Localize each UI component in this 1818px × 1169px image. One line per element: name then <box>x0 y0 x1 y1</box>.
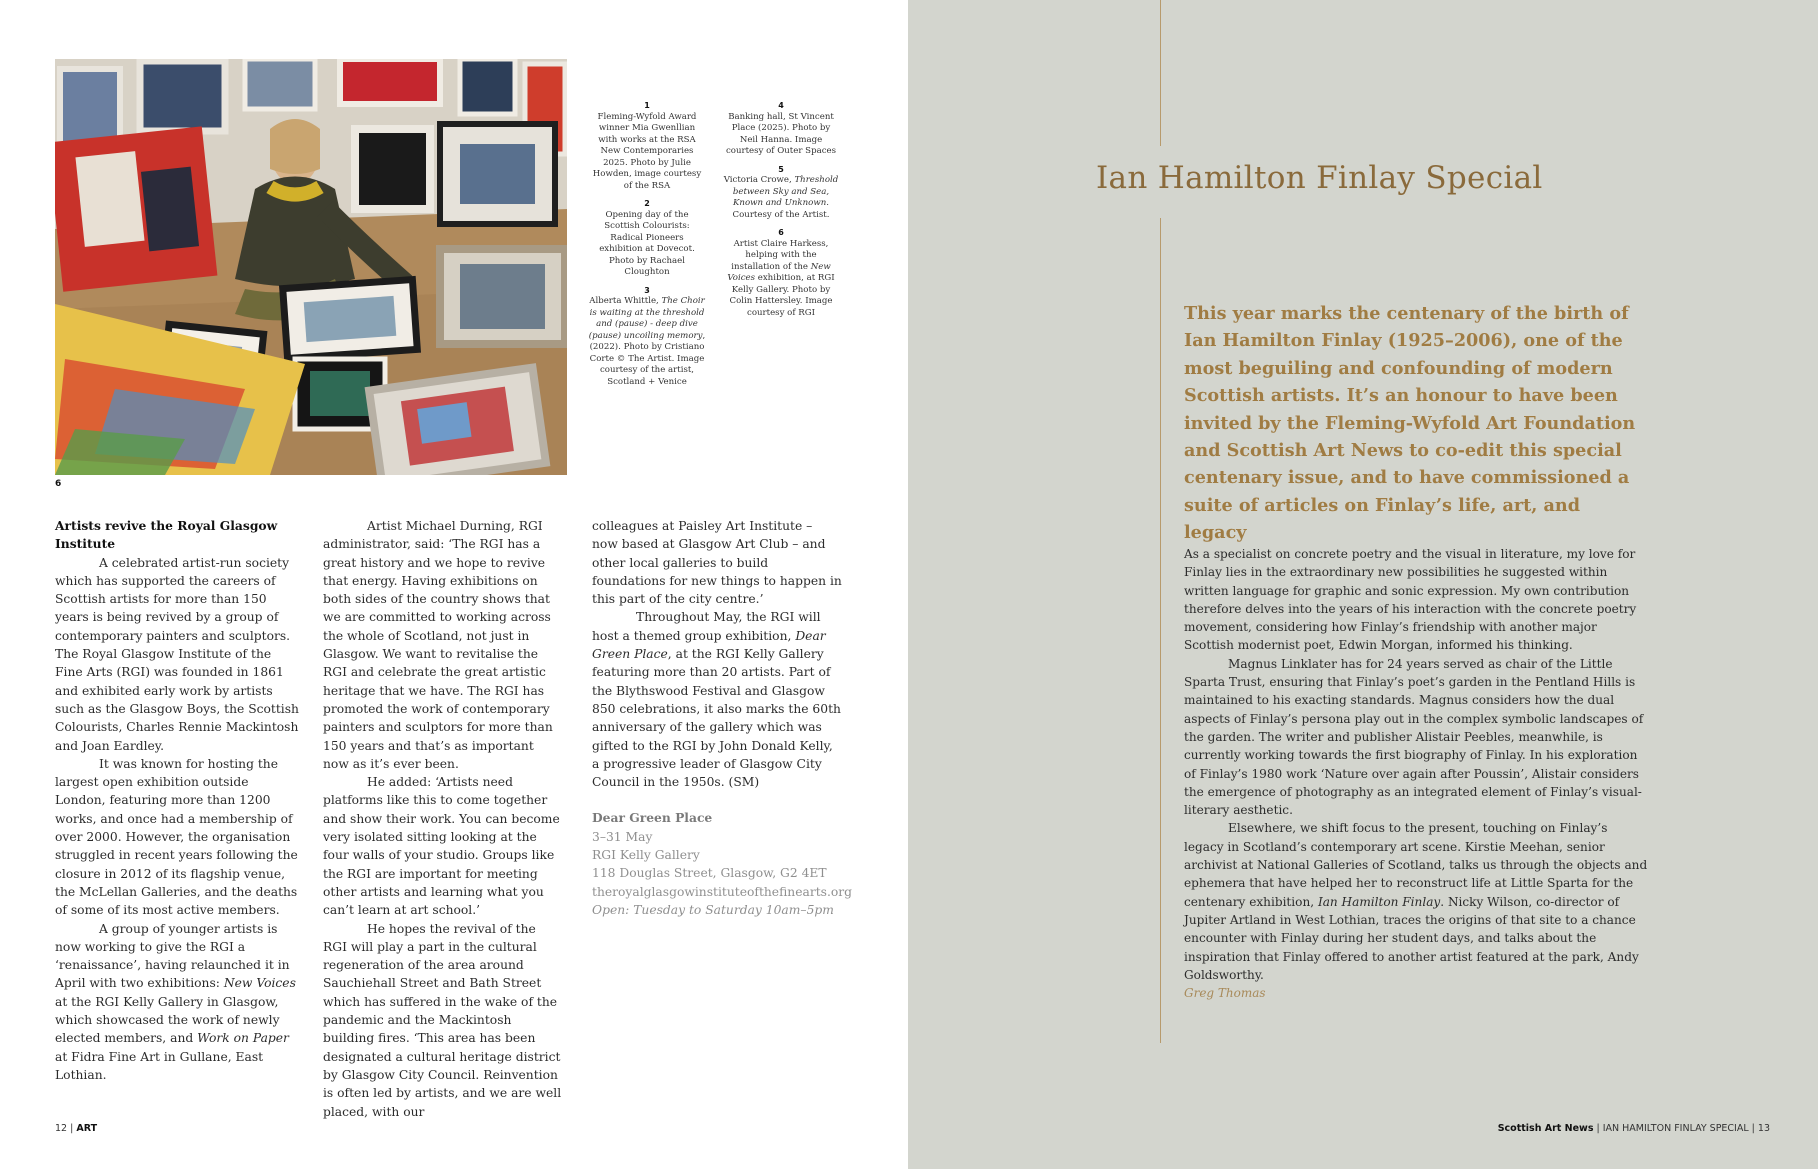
vertical-rule-main <box>1160 218 1161 1043</box>
captions-column-left <box>588 100 706 394</box>
page-number: 12 <box>55 1123 68 1134</box>
section-name: IAN HAMILTON FINLAY SPECIAL <box>1602 1123 1749 1134</box>
caption-3 <box>588 285 706 389</box>
folio-right <box>1498 1123 1770 1134</box>
caption-text: Alberta Whittle, <box>589 296 662 306</box>
text-run: , at the RGI Kelly Gallery featuring more than 20 artists. Part of the Blythswood Festival and Glasgow 850 celebrations, it also marks the 60th anniversary of the gallery which was gifted to the RGI by John Donald Kelly, a progressive leader of Glasgow City Council in the 1950s. (SM) <box>592 647 841 790</box>
article-column-2 <box>323 517 563 1121</box>
exhibition-title: New Voices <box>223 976 296 991</box>
caption-artwork-title: The Choir is waiting at the threshold and (pause) - deep dive (pause) uncoiling memory <box>588 296 705 341</box>
page-number: 13 <box>1757 1123 1770 1134</box>
folio-separator: | <box>1593 1123 1603 1134</box>
text-run: at Fidra Fine Art in Gullane, East Lothian. <box>55 1049 264 1082</box>
caption-4 <box>722 100 840 158</box>
captions-column-right <box>722 100 840 325</box>
caption-text: Opening day of the Scottish Colourists: Radical Pioneers exhibition at Dovecot. Photo by Rachael Cloughton <box>599 209 695 277</box>
exhibition-title: Dear Green Place <box>592 628 826 662</box>
text-run: . Nicky Wilson, co-director of Jupiter Artland in West Lothian, traces the origins of that site to a chance encounter with Finlay during her student days, and talks about the inspiration that Finlay offered to another artist featured at the park, Andy Goldsworthy. <box>1184 894 1639 982</box>
caption-6 <box>722 227 840 319</box>
caption-artwork-title: Threshold between Sky and Sea, Known and Unknown <box>732 175 839 208</box>
caption-text: exhibition, at RGI Kelly Gallery. Photo by Colin Hattersley. Image courtesy of RGI <box>729 273 835 318</box>
photo-number: 6 <box>55 479 62 489</box>
exhibition-title: Work on Paper <box>197 1031 289 1046</box>
caption-2 <box>588 198 706 279</box>
exhibition-website: theroyalglasgowinstituteofthefinearts.org <box>592 884 853 899</box>
exhibition-title: Ian Hamilton Finlay <box>1317 894 1441 909</box>
text-run: A group of younger artists is now working to give the RGI a ‘renaissance’, having relaunched it in April with two exhibitions: <box>55 921 290 991</box>
exhibition-info-title: Dear Green Place <box>592 810 713 826</box>
caption-number: 3 <box>644 285 650 295</box>
folio-left <box>55 1123 97 1134</box>
caption-text: Victoria Crowe, <box>723 175 795 185</box>
exhibition-hours: Open: Tuesday to Saturday 10am–5pm <box>592 902 834 917</box>
folio-separator: | <box>1748 1123 1758 1134</box>
caption-text: Fleming-Wyfold Award winner Mia Gwenllian with works at the RSA New Contemporaries 2025. Photo by Julie Howden, image courtesy of the RSA <box>592 111 702 191</box>
article-title: Artists revive the Royal Glasgow Institute <box>55 518 278 552</box>
standfirst: This year marks the centenary of the birth of Ian Hamilton Finlay (1925–2006), one of the most beguiling and confounding of modern Scottish artists. It’s an honour to have been invited by the Fleming-Wyfold Art Foundation and Scottish Art News to co-edit this special centenary issue, and to have commissioned a suite of articles on Finlay’s life, art, and legacy <box>1184 303 1636 544</box>
text-run: at the RGI Kelly Gallery in Glasgow, which showcased the work of newly elected members, and <box>55 994 280 1046</box>
exhibition-venue: RGI Kelly Gallery <box>592 848 700 863</box>
caption-exhibition-title: New Voices <box>727 261 831 283</box>
article-paragraph <box>592 608 842 791</box>
article-column-1 <box>55 517 300 1084</box>
editorial-paragraph: Magnus Linklater has for 24 years served as chair of the Little Sparta Trust, ensuring that Finlay’s poet’s garden in the Pentland Hills is maintained to his exacting standards. Magnus considers how the dual aspects of Finlay’s persona play out in the complex symbolic landscapes of the garden. The writer and publisher Alistair Peebles, meanwhile, is currently working towards the first biography of Finlay. In his exploration of Finlay’s 1980 work ‘Nature over again after Poussin’, Alistair considers the emergence of photography as an integrated element of Finlay’s visual-literary aesthetic. <box>1184 656 1644 818</box>
caption-5 <box>722 164 840 222</box>
caption-number: 2 <box>644 199 650 208</box>
article-column-3 <box>592 517 853 919</box>
article-paragraph: It was known for hosting the largest open exhibition outside London, featuring more than 1200 works, and once had a membership of over 2000. However, the organisation struggled in recent years following the closure in 2012 of its flagship venue, the McLellan Galleries, and the deaths of some of its most active members. <box>55 756 298 918</box>
text-run: Elsewhere, we shift focus to the present, touching on Finlay’s legacy in Scotland’s contemporary art scene. Kirstie Meehan, senior archivist at National Galleries of Scotland, talks us through the objects and ephemera that have helped her to reconstruct life at Little Sparta for the centenary exhibition, <box>1184 821 1648 909</box>
caption-1 <box>588 100 706 192</box>
special-title: Ian Hamilton Finlay Special <box>1096 160 1543 196</box>
article-paragraph: A celebrated artist-run society which has supported the careers of Scottish artists for more than 150 years is being revived by a group of contemporary painters and sculptors. The Royal Glasgow Institute of the Fine Arts (RGI) was founded in 1861 and exhibited early work by artists such as the Glasgow Boys, the Scottish Colourists, Charles Rennie Mackintosh and Joan Eardley. <box>55 555 299 753</box>
caption-text: , (2022). Photo by Cristiano Corte © The Artist. Image courtesy of the artist, Scotland + Venice <box>589 330 706 387</box>
caption-number: 1 <box>644 101 650 110</box>
article-paragraph: He added: ‘Artists need platforms like this to come together and show their work. You can become very isolated sitting looking at the four walls of your studio. Groups like the RGI are important for meeting other artists and learning what you can’t learn at art school.’ <box>323 775 560 918</box>
caption-text: Banking hall, St Vincent Place (2025). Photo by Neil Hanna. Image courtesy of Outer Spaces <box>725 111 837 156</box>
caption-text: Artist Claire Harkess, helping with the installation of the <box>731 238 829 272</box>
article-paragraph: He hopes the revival of the RGI will play a part in the cultural regeneration of the area around Sauchiehall Street and Bath Street which has suffered in the wake of the pandemic and the Mackintosh building fires. ‘This area has been designated a cultural heritage district by Glasgow City Council. Reinvention is often led by artists, and we are well placed, with our <box>323 921 562 1119</box>
article-paragraph: colleagues at Paisley Art Institute – now based at Glasgow Art Club – and other local galleries to build foundations for new things to happen in this part of the city centre.’ <box>592 519 842 607</box>
publication-name: Scottish Art News <box>1497 1123 1594 1134</box>
exhibition-info <box>592 809 853 919</box>
caption-number: 4 <box>778 101 784 110</box>
editorial-paragraph <box>1184 819 1650 984</box>
exhibition-dates: 3–31 May <box>592 829 653 844</box>
caption-number: 5 <box>778 164 784 174</box>
vertical-rule-top <box>1160 0 1161 146</box>
byline: Greg Thomas <box>1184 986 1266 1000</box>
folio-separator: | <box>67 1123 77 1134</box>
text-run: Throughout May, the RGI will host a themed group exhibition, <box>592 610 821 643</box>
editorial-paragraph: As a specialist on concrete poetry and the visual in literature, my love for Finlay lies in the extraordinary new possibilities he suggested within written language for graphic and sonic expression. My own contribution therefore delves into the years of his interaction with the concrete poetry movement, considering how Finlay’s friendship with another major Scottish modernist poet, Edwin Morgan, informed his thinking. <box>1184 547 1637 653</box>
section-name: ART <box>76 1123 98 1134</box>
article-paragraph: Artist Michael Durning, RGI administrator, said: ‘The RGI has a great history and we hope to revive that energy. Having exhibitions on both sides of the country shows that we are committed to working across the whole of Scotland, not just in Glasgow. We want to revitalise the RGI and celebrate the great artistic heritage that we have. The RGI has promoted the work of contemporary painters and sculptors for more than 150 years and that’s as important now as it’s ever been. <box>323 519 553 771</box>
artist-installation-photo <box>55 59 567 475</box>
editorial-body <box>1184 545 1650 984</box>
caption-number: 6 <box>778 228 784 237</box>
exhibition-address: 118 Douglas Street, Glasgow, G2 4ET <box>592 866 827 881</box>
caption-text: . Courtesy of the Artist. <box>732 198 830 220</box>
article-paragraph <box>55 920 300 1085</box>
